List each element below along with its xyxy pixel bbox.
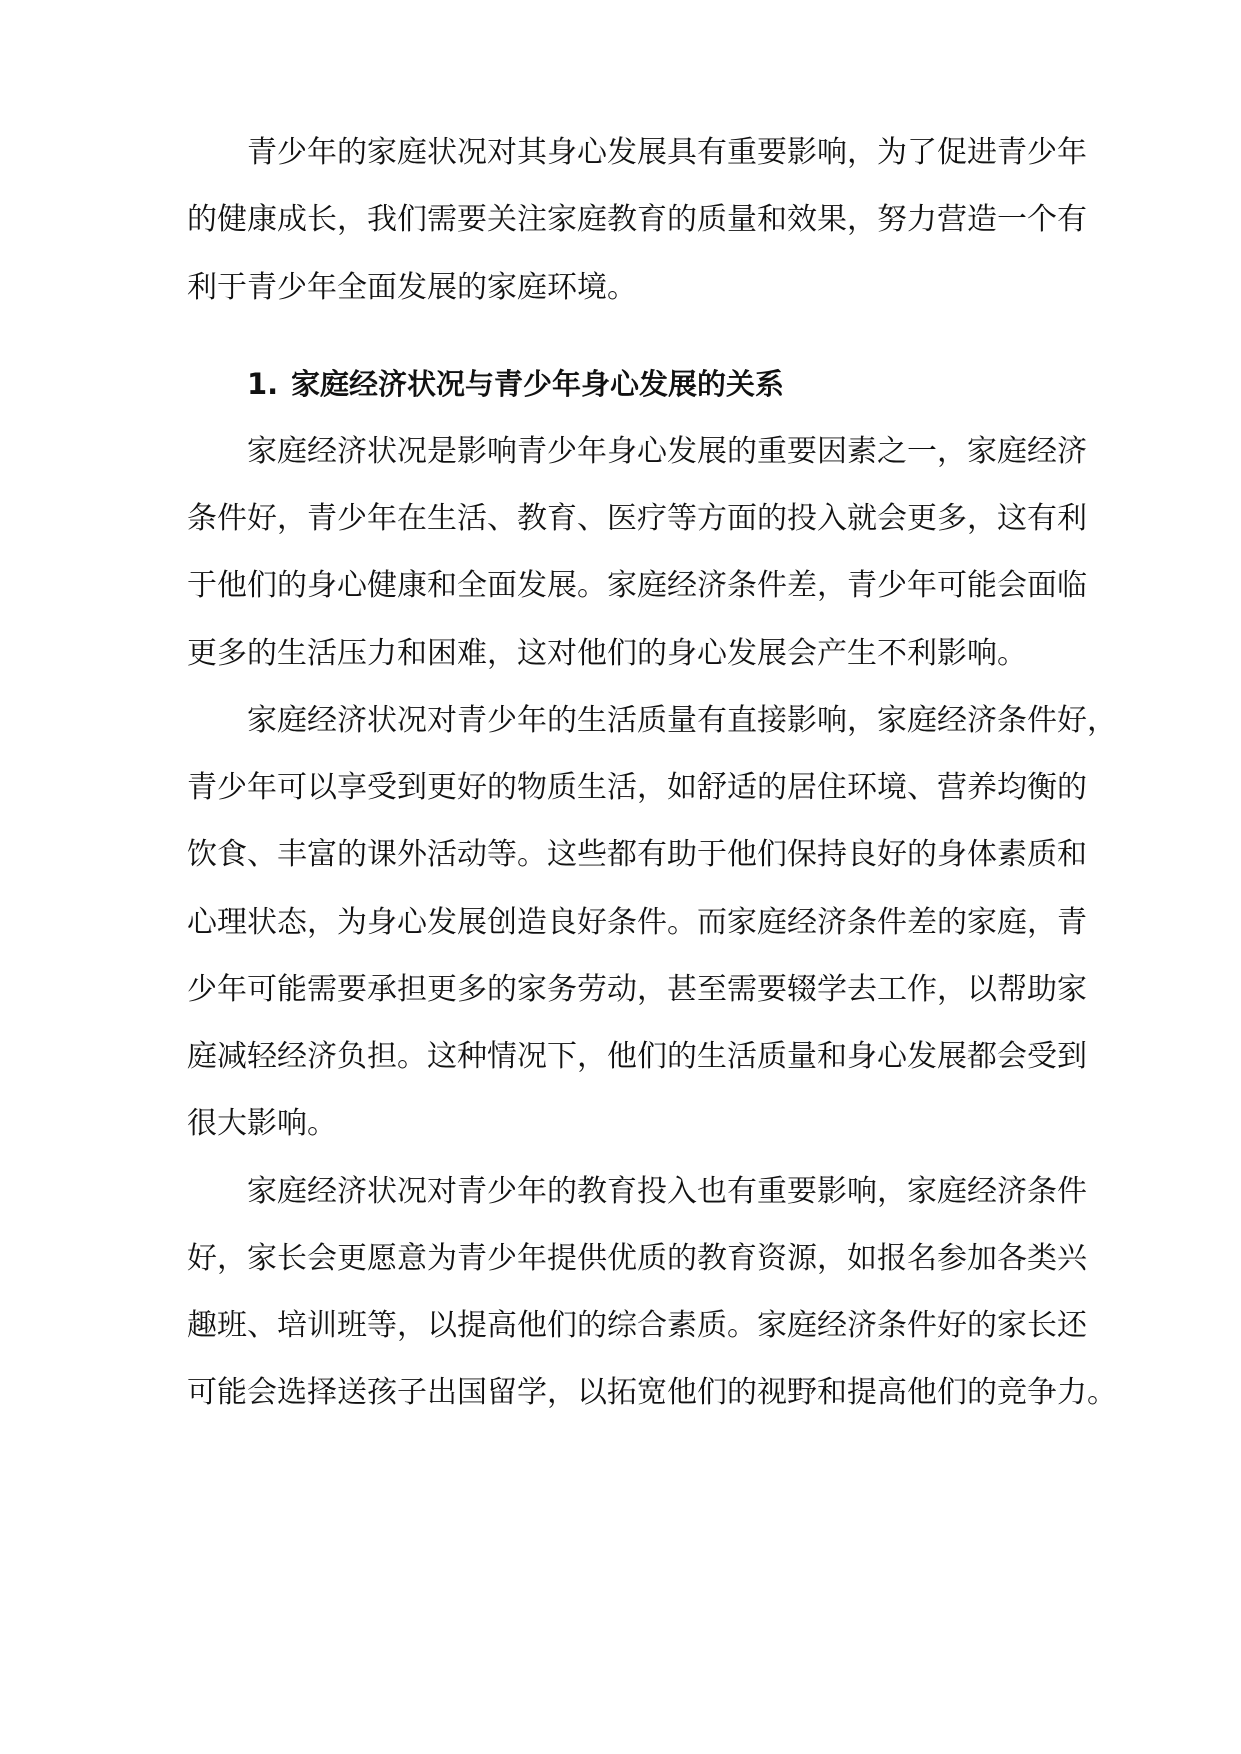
intro-paragraph-line: 的健康成长，我们需要关注家庭教育的质量和效果，努力营造一个有 [187,202,1087,237]
paragraph-line: 很大影响。 [187,1106,337,1141]
paragraph-line: 家庭经济状况是影响青少年身心发展的重要因素之一，家庭经济 [247,434,1087,469]
paragraph-line: 更多的生活压力和困难，这对他们的身心发展会产生不利影响。 [187,636,1027,671]
intro-paragraph-line: 青少年的家庭状况对其身心发展具有重要影响，为了促进青少年 [247,135,1087,170]
paragraph-line: 庭减轻经济负担。这种情况下，他们的生活质量和身心发展都会受到 [187,1039,1087,1074]
section-number: 1. [247,367,279,401]
paragraph-line: 条件好，青少年在生活、教育、医疗等方面的投入就会更多，这有利 [187,501,1087,536]
intro-paragraph-line: 利于青少年全面发展的家庭环境。 [187,270,637,305]
paragraph-line: 家庭经济状况对青少年的生活质量有直接影响，家庭经济条件好， [247,703,1117,738]
paragraph-line: 好，家长会更愿意为青少年提供优质的教育资源，如报名参加各类兴 [187,1241,1087,1276]
paragraph-line: 于他们的身心健康和全面发展。家庭经济条件差，青少年可能会面临 [187,568,1087,603]
paragraph-line: 趣班、培训班等，以提高他们的综合素质。家庭经济条件好的家长还 [187,1308,1087,1343]
paragraph-line: 心理状态，为身心发展创造良好条件。而家庭经济条件差的家庭，青 [187,905,1087,940]
paragraph-line: 家庭经济状况对青少年的教育投入也有重要影响，家庭经济条件 [247,1174,1087,1209]
paragraph-line: 少年可能需要承担更多的家务劳动，甚至需要辍学去工作，以帮助家 [187,972,1087,1007]
section-heading [247,364,1057,404]
paragraph-line: 可能会选择送孩子出国留学，以拓宽他们的视野和提高他们的竞争力。 [187,1375,1117,1410]
paragraph-line: 青少年可以享受到更好的物质生活，如舒适的居住环境、营养均衡的 [187,770,1087,805]
section-title: 家庭经济状况与青少年身心发展的关系 [291,367,785,401]
paragraph-line: 饮食、丰富的课外活动等。这些都有助于他们保持良好的身体素质和 [187,837,1087,872]
